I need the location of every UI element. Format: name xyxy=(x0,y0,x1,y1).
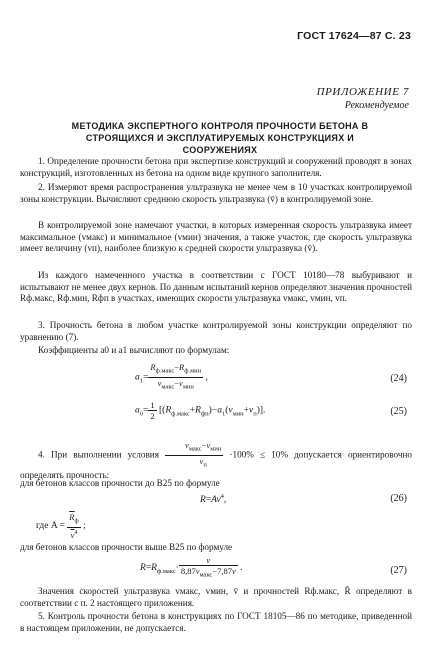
appendix-status: Рекомендуемое xyxy=(344,100,409,111)
formula-a-definition: где A = $\frac{\overline{R}_ф}{\overline{v}^4}$ ; xyxy=(36,512,86,540)
paragraph-8: для бетонов классов прочности до В25 по формуле xyxy=(20,478,220,488)
paragraph-11: Значения скоростей ультразвука vмакс, vмин, v̄ и прочностей Rф.макс, R̄ определяют в соответствии с п. 2 настоящего приложения. xyxy=(20,586,412,608)
condition-lead: 4. При выполнении условия xyxy=(38,449,159,460)
paragraph-4: Из каждого намеченного участка в соответствии с ГОСТ 10180—78 выбуривают и испытывают не менее двух кернов. По данным испытаний кернов определяют значения прочностей Rф.макс, Rф.мин, Rфп в участках, имеющих скорости ультразвука vмакс, vмин, vп. xyxy=(20,270,412,304)
paragraph-3: В контролируемой зоне намечают участки, в которых измеренная скорость ультразвука имеет максимальное (vмакс) и минимальное (vмин) значения, а также участок, где скорость ультразвука имеет величину (vп), наиболее близкую к средней скорости ультразвука (v̄). xyxy=(20,220,412,254)
paragraph-1: 1. Определение прочности бетона при экспертизе конструкций и сооружений проводят в зонах конструкций, изготовленных из бетона на одном виде крупного заполнителя. xyxy=(20,156,412,178)
formula-24: $a_1=$ $\frac{R_{ф.макс}-R_{ф.мин}}{v_{макс}-v_{мин}}$ , xyxy=(135,362,208,391)
document-title: МЕТОДИКА ЭКСПЕРТНОГО КОНТРОЛЯ ПРОЧНОСТИ БЕТОНА В СТРОЯЩИХСЯ И ЭКСПЛУАТИРУЕМЫХ КОНСТРУКЦИЯХ И СООРУЖЕНИЯХ xyxy=(71,121,369,155)
appendix-title: ПРИЛОЖЕНИЕ 7 xyxy=(316,86,409,98)
equation-number-24: (24) xyxy=(390,373,407,384)
equation-number-27: (27) xyxy=(390,565,407,576)
appendix-block xyxy=(317,85,409,113)
condition-fraction: $\frac{v_{макс}-v_{мин}}{v_п}$ xyxy=(165,440,223,470)
where-label: где A = xyxy=(36,520,65,531)
paragraph-7 xyxy=(20,440,412,482)
condition-tail: ·100% ≤ 10% допускается ориентировочно определять прочность: xyxy=(20,449,412,481)
formula-27: $R=R_{ф.макс}\cdot$ $\frac{v}{8,87v_{макс}-7,87v}$ . xyxy=(140,555,243,579)
paragraph-5: 3. Прочность бетона в любом участке контролируемой зоны конструкции определяют по уравнению (7). xyxy=(20,320,412,342)
equation-number-26: (26) xyxy=(390,493,407,504)
formula-25: $a_0=$ $\frac{1}{2}$ $[(R_{ф.макс}+R_{фп})-a_1(v_{мин}+v_п)]$. xyxy=(135,400,266,421)
paragraph-12: 5. Контроль прочности бетона в конструкциях по ГОСТ 18105—86 по методике, приведенной в настоящем приложении, не допускается. xyxy=(20,611,412,633)
equation-number-25: (25) xyxy=(390,406,407,417)
formula-26: $R=Av^4$, xyxy=(200,493,227,506)
page-header: ГОСТ 17624—87 С. 23 xyxy=(297,30,411,42)
paragraph-6: Коэффициенты a0 и a1 вычисляют по формулам: xyxy=(38,345,230,355)
paragraph-2: 2. Измеряют время распространения ультразвука не менее чем в 10 участках контролируемой зоны конструкции. Вычисляют среднюю скорость ультразвука (v̄) в контролируемой зоне. xyxy=(20,182,412,204)
paragraph-10: для бетонов классов прочности выше В25 по формуле xyxy=(20,542,233,552)
